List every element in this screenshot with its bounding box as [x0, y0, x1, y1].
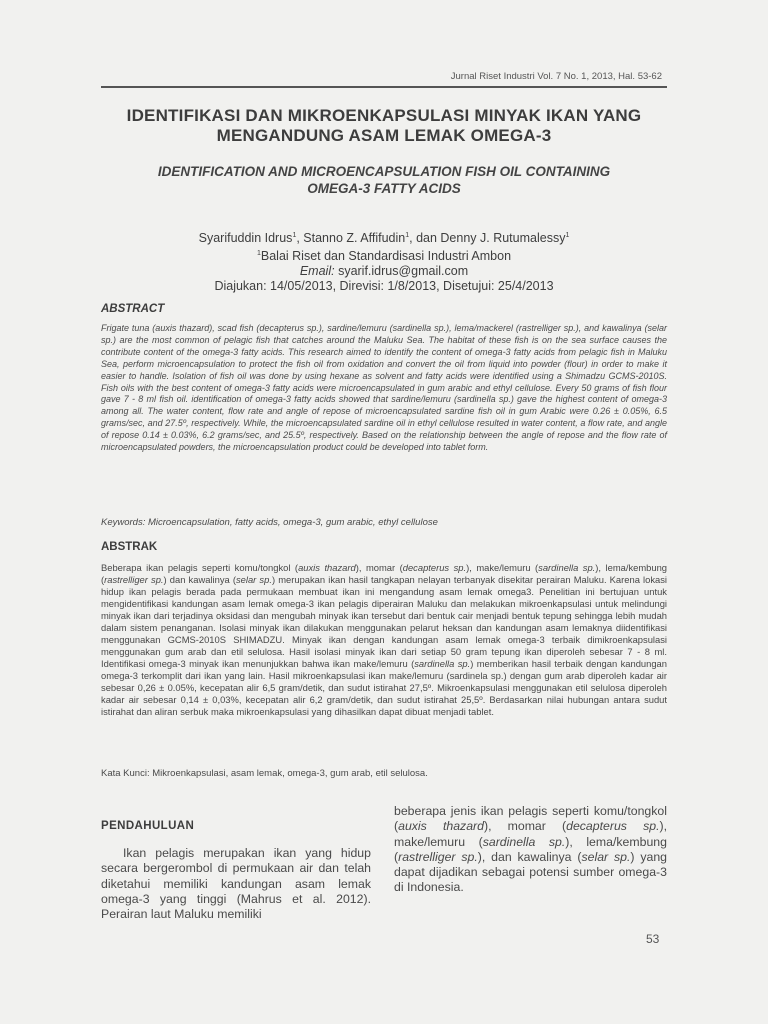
- left-column: [101, 820, 371, 922]
- submission-dates: Diajukan: 14/05/2013, Direvisi: 1/8/2013, Disetujui: 25/4/2013: [214, 279, 554, 294]
- journal-header: Jurnal Riset Industri Vol. 7 No. 1, 2013, Hal. 53-62: [450, 71, 662, 82]
- title-en-line1: IDENTIFICATION AND MICROENCAPSULATION FISH OIL CONTAINING: [157, 164, 611, 179]
- affiliation-sup: 1: [256, 250, 261, 258]
- author-names: [95, 228, 673, 246]
- author-2-sup: 1: [405, 232, 410, 239]
- pendahuluan-paragraph-left: Ikan pelagis merupakan ikan yang hidup secara bergerombol di permukaan air dan telah diketahui memiliki kandungan asam lemak omega-3 yang tinggi (Mahrus et al. 2012). Perairan laut Maluku memiliki: [101, 846, 371, 922]
- title-en-line2: OMEGA-3 FATTY ACIDS: [307, 181, 461, 196]
- pendahuluan-heading: PENDAHULUAN: [101, 820, 195, 832]
- email-address: syarif.idrus@gmail.com: [338, 264, 469, 279]
- page-number: 53: [646, 932, 660, 946]
- affiliation: [95, 246, 673, 264]
- abstrak-heading: ABSTRAK: [101, 541, 158, 553]
- title-id-line2: MENGANDUNG ASAM LEMAK OMEGA-3: [216, 126, 552, 145]
- abstract-heading: ABSTRACT: [101, 303, 165, 315]
- abstrak-text: Beberapa ikan pelagis seperti komu/tongkol (auxis thazard), momar (decapterus sp.), make/lemuru (sardinella sp.), lema/kembung (rastrelliger sp.) dan kawalinya (selar sp.) merupakan ikan hasil tangkapan nelayan terbanyak disekitar perairan Maluku. Karena lokasi hidup ikan pelagis berada pada permukaan membuat ikan ini mengandung asam lemak omega3. Penelitian ini bertujuan untuk mengidentifikasi kandungan asam lemak omega-3 ikan pelagis diperairan Maluku dan melakukan mikroenkapsulasi untuk melindungi minyak ikan dari terjadinya oksidasi dan mengubah minyak ikan tersebut dari bentuk cair menjadi bentuk tepung sehingga lebih mudah dalam sistem penanganan. Isolasi minyak ikan dilakukan menggunakan pelarut heksan dan kandungan asam lemaknya diidentifikasi menggunakan GCMS-2010S SHIMADZU. Minyak ikan dengan kandungan asam lemak omega-3 terbaik dimikroenkapsulasi menggunakan gum arab dan etil selulosa. Hasil isolasi minyak ikan dari setiap 50 gram tepung ikan diperoleh sebesar 7 - 8 ml. Identifikasi omega-3 minyak ikan menunjukkan bahwa ikan make/lemuru (sardinella sp.) memberikan hasil terbaik dengan kandungan omega-3 terkomplit dari ikan yang lain. Hasil mikroenkapsulasi ikan make/lemuru (sardinela sp.) dengan gum arab diperoleh kadar air sebesar 0,26 ± 0.05%, kecepatan alir 6,5 gram/detik, dan sudut istirahat 27,5º. Mikroenkapsulasi menggunakan etil selulosa diperoleh kadar air sebesar 0,14 ± 0,03%, kecepatan alir 6,2 gram/detik, dan sudut istirahat 25,5º. Berdasarkan nilai hubungan antara sudut istirahat dan aliran serbuk maka mikroenkapsulasi yang dihasilkan dapat dibuat menjadi tablet.: [101, 562, 668, 717]
- author-3-sup: 1: [565, 232, 570, 239]
- abstract-text: Frigate tuna (auxis thazard), scad fish (decapterus sp.), sardine/lemuru (sardinella sp.), lema/mackerel (rastrelliger sp.), and kawalinya (selar sp.) are the most common of pelagic fish that catches around the Maluku Sea. The habitat of these fish is on the sea surface causes the contribute content of the omega-3 fatty acids. This research aimed to identify the content of omega-3 fatty acids from pelagic fish in Maluku Sea, perform microencapsulation to protect the fish oil from oxidation and convert the oil from liquid into powder (flour) in order to make it easier to handle. Isolation of fish oil was done by using hexane as solvent and fatty acids were identified using a Shimadzu GCMS-2010S. Fish oils with the best content of omega-3 fatty acids were microencapsulated in gum arabic and ethyl cellulose. Every 50 grams of fish flour gave 7 - 8 ml fish oil. identification of omega-3 fatty acids showed that sardine/lemuru (sardinella sp.) gave the highest content of omega-3 among all. The water content, flow rate and angle of repose of microencapsulated sardine fish oil in gum Arabic were 0.26 ± 0.05%, 6.5 grams/sec, and 27.5º, respectively. While, the microencapsulated sardine oil in ethyl cellulose resulted in water content, a flow rate, and angle of repose 0.14 ± 0.03%, 6.2 grams/sec, and 25.5º, respectively. Based on the relationship between the angle of repose and the flow rate of microencapsulated powders, the microencapsulation product could be developed into tablet form.: [101, 323, 667, 453]
- affiliation-text: Balai Riset dan Standardisasi Industri Ambon: [260, 249, 512, 264]
- author-2: , Stanno Z. Affifudin: [296, 231, 406, 246]
- author-3: , dan Denny J. Rutumalessy: [409, 231, 566, 246]
- author-block: [95, 228, 673, 294]
- pendahuluan-paragraph-right: beberapa jenis ikan pelagis seperti komu/tongkol (auxis thazard), momar (decapterus sp.), make/lemuru (sardinella sp.), lema/kembung (rastrelliger sp.), dan kawalinya (selar sp.) yang dapat dijadikan sebagai potensi sumber omega-3 di Indonesia.: [394, 804, 668, 895]
- email-label: Email:: [299, 264, 335, 279]
- header-rule: [101, 86, 667, 88]
- keywords: Keywords: Microencapsulation, fatty acids, omega-3, gum arabic, ethyl cellulose: [101, 517, 438, 528]
- author-1-sup: 1: [292, 232, 297, 239]
- title-english: [95, 163, 673, 197]
- author-1: Syarifuddin Idrus: [198, 231, 293, 246]
- title-indonesian: [95, 106, 673, 146]
- title-id-line1: IDENTIFIKASI DAN MIKROENKAPSULASI MINYAK IKAN YANG: [126, 106, 642, 125]
- right-column: [394, 804, 667, 896]
- email-line: [95, 264, 673, 279]
- kata-kunci: Kata Kunci: Mikroenkapsulasi, asam lemak, omega-3, gum arab, etil selulosa.: [101, 768, 428, 779]
